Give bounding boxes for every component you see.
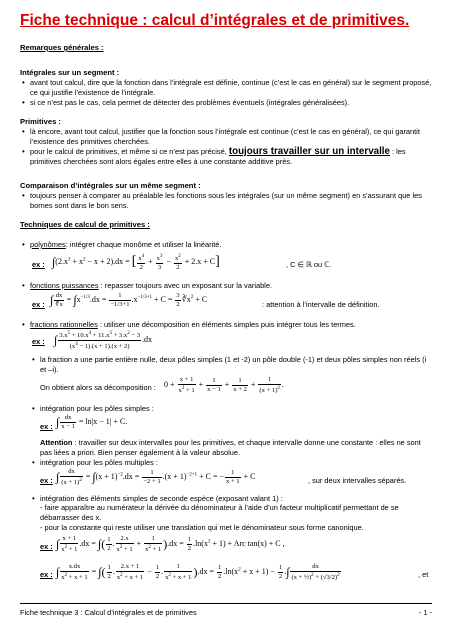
attention-label: Attention — [40, 438, 73, 447]
ex-label: ex : — [40, 542, 53, 551]
attention-paragraph — [40, 438, 432, 457]
prim2c-text: : les primitives cherchées sont alors égales entre elles à une constante additive près. — [30, 147, 406, 166]
heading-comparaison: Comparaison d’intégrales sur un même segment : — [20, 181, 201, 190]
list-item: • la fraction a une partie entière nulle, deux pôles simples (1 et -2) un pôle double (-1) et deux pôles simples non réels (i et –i). — [32, 355, 427, 374]
list-item: • fractions rationnelles : utiliser une décomposition en éléments simples puis intégrer tous les termes. — [22, 320, 356, 329]
seconde-espece-text: intégration des éléments simples de seconde espèce (exposant valant 1) : — [40, 494, 283, 503]
intervalles-note: , sur deux intervalles séparés. — [308, 476, 407, 485]
formula-second-espece-2: ∫ $\frac{x.dx}{x^2 + x + 1}$ = ∫( $\frac{1}{2}$ . $\frac{2.x + 1}{x^2 + x + 1}$ − $\frac{1}{2}$ . $\frac{1}{x^2 + x + 1}$ ).dx = $\frac{1}{2}$ $.\ln(x^2 + x + 1)$ − $\frac{1}{2}$ .∫ $\frac{dx}{(x + \frac{1}{2})^2 + (√3/2)^2}$ — [56, 563, 340, 581]
heading-integrales-segment: Intégrales sur un segment : — [20, 68, 120, 77]
formula-polynome: $\int(2.x^3 + x^2 - x + 2).dx$ = [ $\frac{x^4}{2}$ + $\frac{x^3}{3}$ − $\frac{x^2}{2}$ + 2.x + C] — [52, 254, 220, 271]
comp1-text: toujours penser à comparer au préalable les fonctions sous les intégrales (sur un même segment) en s’assurant que les bornes sont dans le bon sens. — [30, 191, 422, 210]
seg2-text: si ce n’est pas le cas, cela permet de détecter des problèmes éventuels (intégrales généralisées). — [30, 98, 350, 107]
list-item: • toujours penser à comparer au préalable les fonctions sous les intégrales (sur un même segment) en s’assurant que les bornes sont dans le bon sens. — [22, 191, 422, 210]
tiret-1: - faire apparaître au numérateur la dérivée du dénominateur à l’aide d’un facteur multiplicatif permettant de se débarrasser des x. — [40, 503, 399, 522]
list-item: • là encore, avant tout calcul, justifier que la fonction sous l’intégrale est continue (c’est le cas en général), ce qui garantit l’existence des primitives cherchées. — [22, 127, 420, 146]
ex-label: ex : — [40, 570, 53, 579]
poly-constant-note: , C ∈ ℝ ou ℂ. — [286, 260, 332, 269]
rationnelle-label: fractions rationnelles — [30, 320, 98, 329]
puissance-text: : repasser toujours avec un exposant sur la variable. — [100, 281, 272, 290]
entiere-text: la fraction a une partie entière nulle, deux pôles simples (1 et -2) un pôle double (-1) et deux pôles simples non réels (i et –i). — [40, 355, 427, 374]
puissance-label: fonctions puissances — [30, 281, 99, 290]
formula-decomposition: 0 + $\frac{x + 1}{x^2 + 1}$ + $\frac{1}{x - 1}$ + $\frac{1}{x + 2}$ + $\frac{1}{(x + 1)^2}$ . — [164, 376, 284, 394]
seg1-text: avant tout calcul, dire que la fonction dans l’intégrale est définie, continue (c’est le cas en général) sur le segment proposé, ce qui justifie l’existence de l’intégrale. — [30, 78, 432, 97]
heading-techniques: Techniques de calcul de primitives : — [20, 220, 150, 229]
list-item: • intégration pour les pôles simples : — [32, 404, 154, 413]
poles-multiples-text: intégration pour les pôles multiples : — [40, 458, 158, 467]
poles-simples-text: intégration pour les pôles simples : — [40, 404, 154, 413]
puissance-note: : attention à l’intervalle de définition. — [262, 300, 380, 309]
tiret-2: - pour la constante qui reste utiliser une translation qui met le dénominateur sous forme canonique. — [40, 523, 364, 532]
list-item: • si ce n’est pas le cas, cela permet de détecter des problèmes éventuels (intégrales généralisées). — [22, 98, 350, 107]
page-number: - 1 - — [418, 608, 432, 617]
decomposition-label: On obtient alors sa décomposition : — [40, 383, 156, 392]
prim2b-emphasis: toujours travailler sur un intervalle — [228, 146, 390, 157]
ex-label: ex : — [32, 260, 45, 269]
list-item: • fonctions puissances : repasser toujours avec un exposant sur la variable. — [22, 281, 272, 290]
formula-rationnelle: ∫ $\frac{3.x^5 + 10.x^4 + 11.x^3 + 3.x^2 - 3}{(x^4 - 1).(x + 1).(x + 2)}$ .dx — [54, 331, 152, 350]
et-text: , et — [418, 570, 429, 579]
ex-label: ex : — [40, 422, 53, 431]
heading-primitives: Primitives : — [20, 117, 61, 126]
footer-divider — [20, 603, 432, 604]
prim1-text: là encore, avant tout calcul, justifier que la fonction sous l’intégrale est continue (c’est le cas en général), ce qui garantit l’existence des primitives cherchées. — [30, 127, 420, 146]
list-item: • pour le calcul de primitives, et même si ce n’est pas précisé, toujours travailler sur un intervalle : les primitives cherchées sont alors égales entre elles à une constante additive près. — [22, 146, 406, 166]
page-title: Fiche technique : calcul d’intégrales et de primitives. — [20, 12, 410, 29]
heading-remarques: Remarques générales : — [20, 43, 104, 52]
ex-label: ex : — [32, 337, 45, 346]
rationnelle-text: : utiliser une décomposition en éléments simples puis intégrer tous les termes. — [99, 320, 356, 329]
list-item: • polynômes: intégrer chaque monôme et utiliser la linéarité. — [22, 240, 222, 249]
formula-puissance: ∫ $\frac{dx}{∛x}$ = $\int x^{-1/3}.dx$ = $\frac{1}{-1/3+1}$ $.x^{-1/3+1} + C$ = $\frac{3}{2}$ $∛x^2 + C$ — [50, 292, 208, 308]
list-item: • intégration des éléments simples de seconde espèce (exposant valant 1) : — [32, 494, 283, 503]
formula-second-espece-1: ∫ $\frac{x + 1}{x^2 + 1}$ .dx = ∫( $\frac{1}{2}$ . $\frac{2.x}{x^2 + 1}$ + $\frac{1}{x^2 + 1}$ ).dx = $\frac{1}{2}$ $.\ln(x^2 + 1)$ + Arc tan(x) + C , — [56, 535, 285, 553]
attention-text: : travailler sur deux intervalles pour les primitives, et chaque intervalle donne une constante : elles ne sont pas liées a priori. Bien penser également à la valeur absolue. — [40, 438, 421, 457]
list-item: • avant tout calcul, dire que la fonction dans l’intégrale est définie, continue (c’est le cas en général) sur le segment proposé, ce qui justifie l’existence de l’intégrale. — [22, 78, 432, 97]
formula-poles-simples: ∫ $\frac{dx}{x - 1}$ = ln|x − 1| + C. — [56, 414, 128, 430]
formula-poles-multiples: ∫ $\frac{dx}{(x + 1)^2}$ = $\int(x + 1)^{-2}.dx$ = $\frac{1}{-2 + 1}$ $.(x + 1)^{-2+1} + C$ = − $\frac{1}{x + 1}$ + C — [56, 468, 256, 486]
footer-title: Fiche technique 3 : Calcul d’intégrales et de primitives — [20, 608, 197, 617]
prim2a-text: pour le calcul de primitives, et même si ce n’est pas précisé, — [30, 147, 227, 156]
list-item: • intégration pour les pôles multiples : — [32, 458, 158, 467]
ex-label: ex : — [40, 476, 53, 485]
ex-label: ex : — [32, 300, 45, 309]
poly-label: polynômes — [30, 240, 66, 249]
poly-text: : intégrer chaque monôme et utiliser la linéarité. — [65, 240, 222, 249]
